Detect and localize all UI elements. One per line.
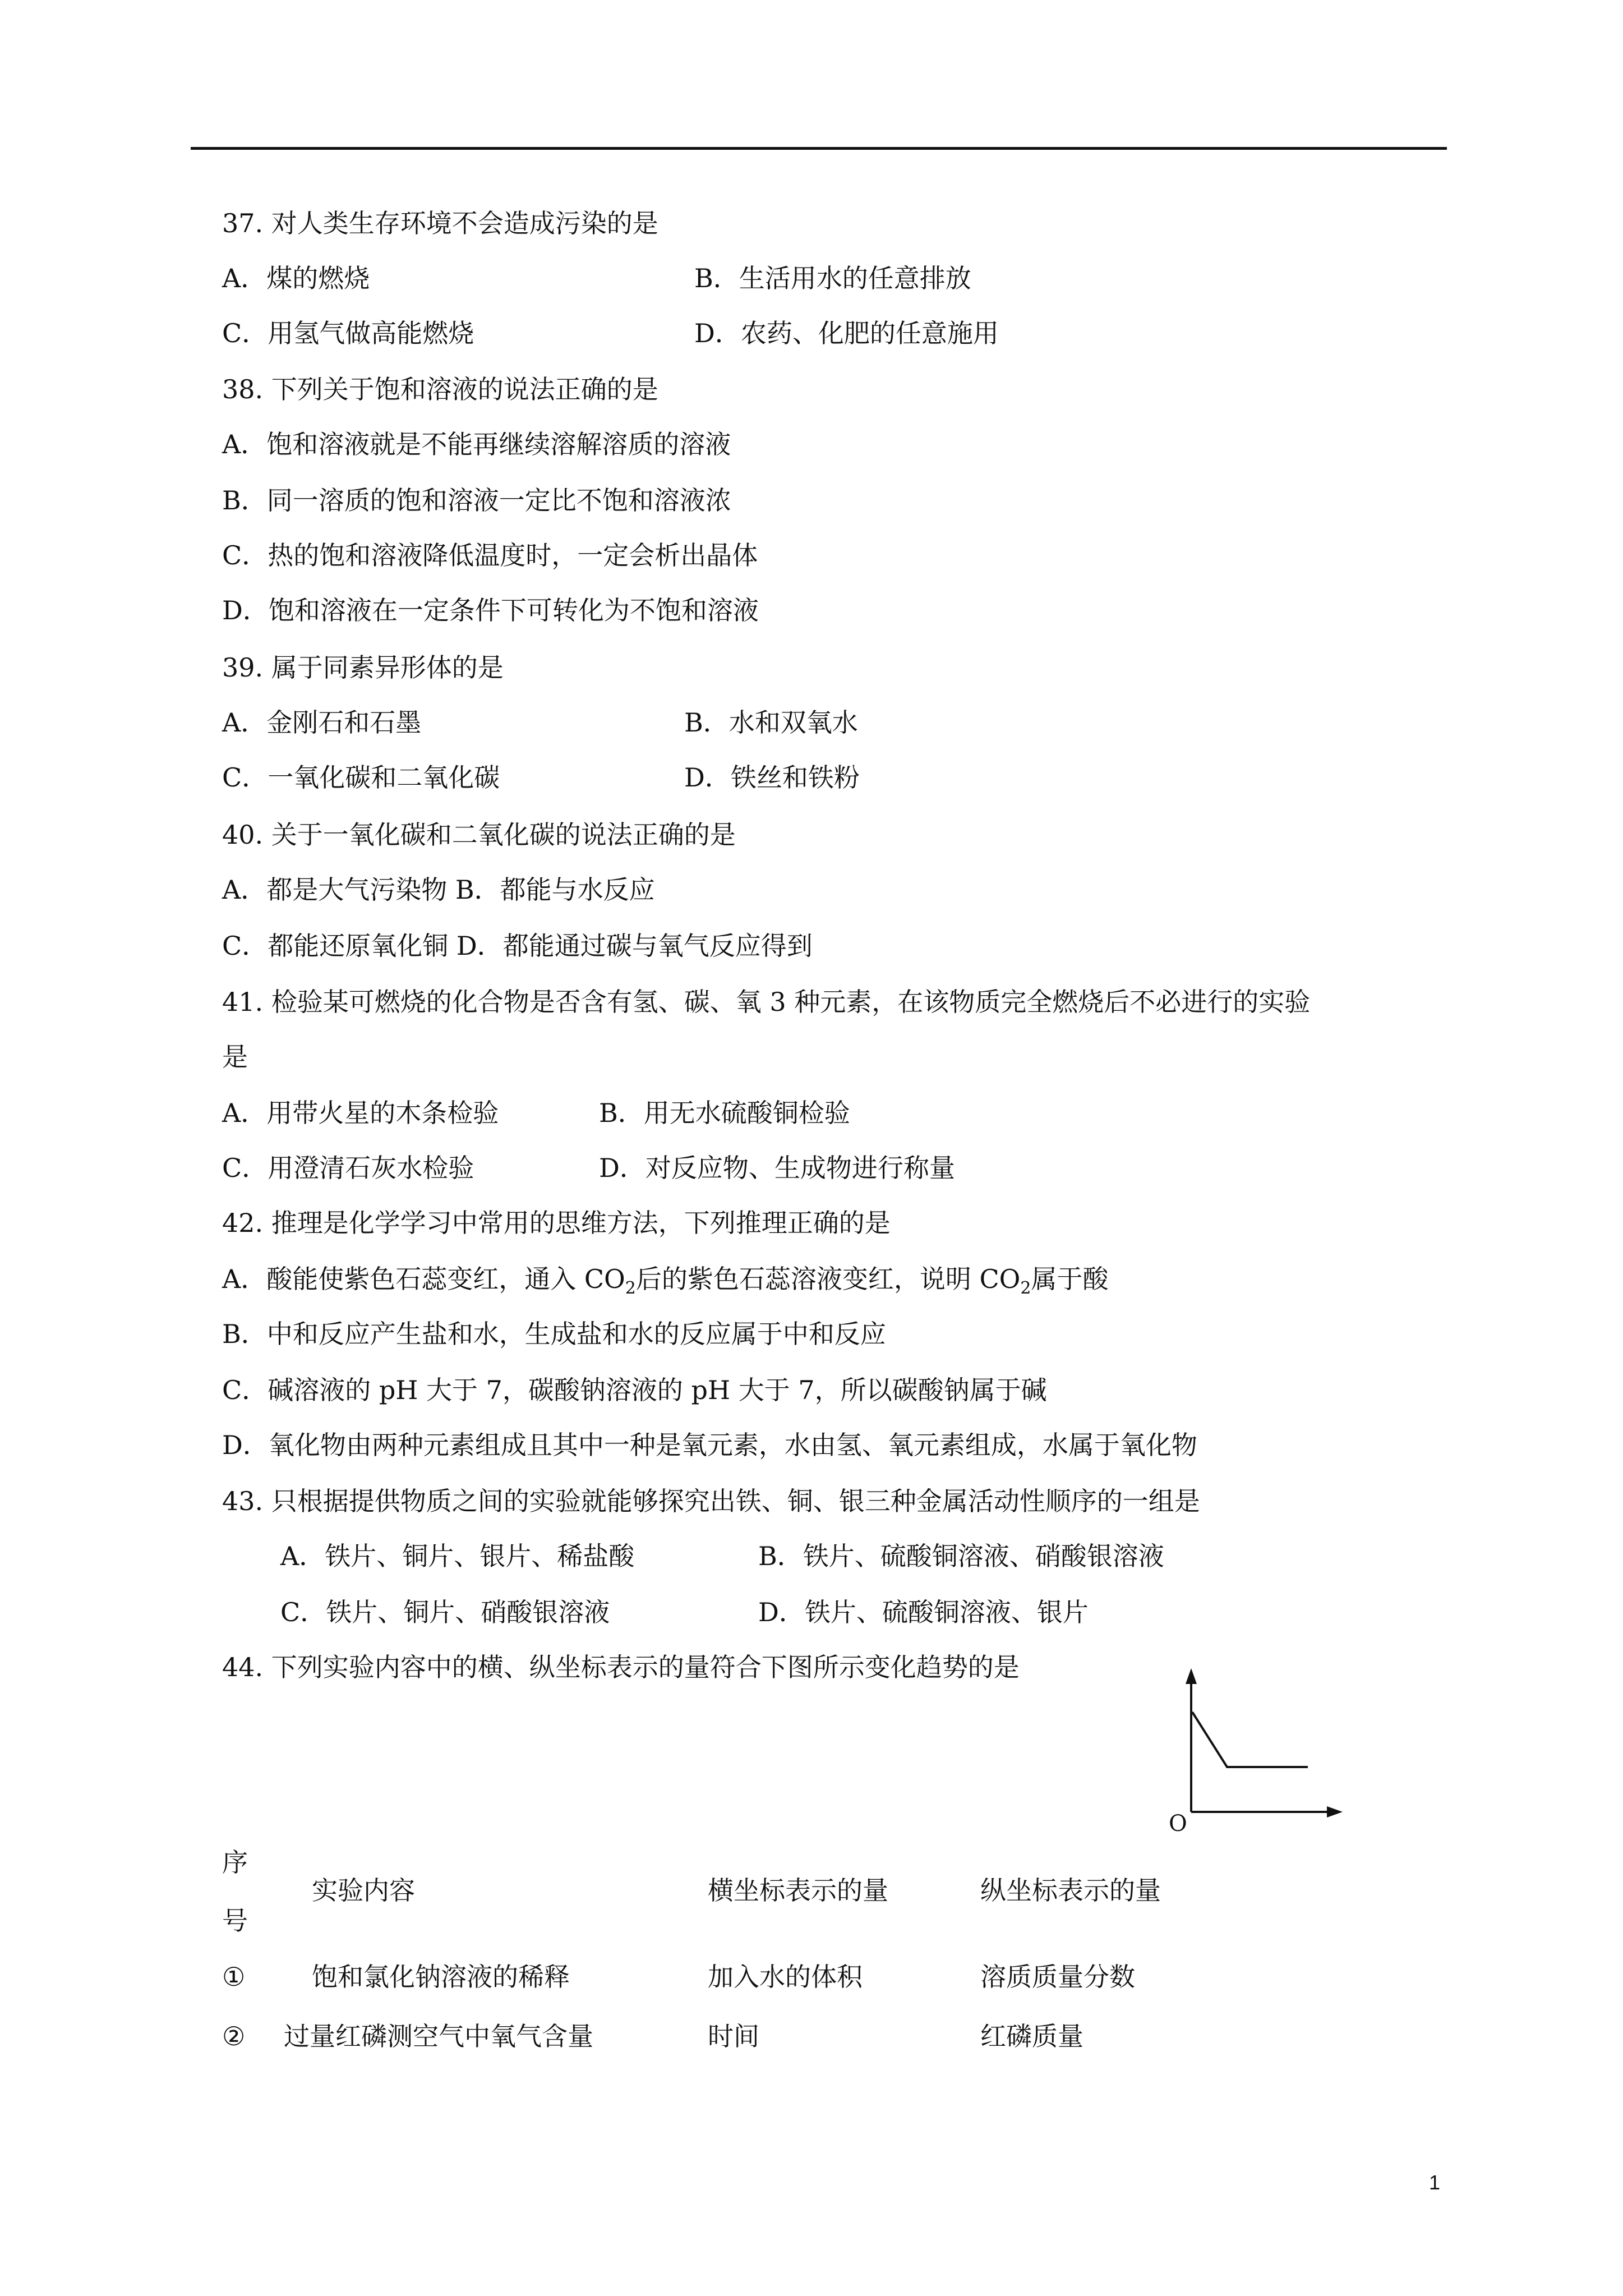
table-row-2-content: 过量红磷测空气中氧气含量 (284, 2021, 593, 2051)
q42-option-a-sub1: 2 (625, 1278, 636, 1298)
q38-option-c: C．热的饱和溶液降低温度时，一定会析出晶体 (222, 540, 758, 570)
table-row-2-y: 红磷质量 (980, 2021, 1083, 2051)
q39-stem: 39. 属于同素异形体的是 (222, 652, 504, 683)
table-row-2-x: 时间 (708, 2021, 759, 2051)
q42-option-a-part2: 后的紫色石蕊溶液变红，说明 CO (635, 1264, 1021, 1294)
table-row-2-no: ② (222, 2021, 246, 2051)
q43-stem: 43. 只根据提供物质之间的实验就能够探究出铁、铜、银三种金属活动性顺序的一组是 (222, 1486, 1200, 1516)
q40-options-cd: C．都能还原氧化铜 D．都能通过碳与氧气反应得到 (222, 931, 813, 961)
q37-option-b: B．生活用水的任意排放 (694, 263, 971, 293)
q42-stem: 42. 推理是化学学习中常用的思维方法，下列推理正确的是 (222, 1208, 891, 1238)
q42-option-a-part1: A．酸能使紫色石蕊变红，通入 CO (222, 1264, 625, 1294)
q42-option-c: C．碱溶液的 pH 大于 7，碳酸钠溶液的 pH 大于 7，所以碳酸钠属于碱 (222, 1375, 1047, 1405)
q41-stem: 41. 检验某可燃烧的化合物是否含有氢、碳、氧 3 种元素，在该物质完全燃烧后不必进行的实验 (222, 987, 1311, 1017)
q38-option-d: D．饱和溶液在一定条件下可转化为不饱和溶液 (222, 595, 759, 625)
page-number: 1 (1429, 2171, 1441, 2194)
q37-stem: 37. 对人类生存环境不会造成污染的是 (222, 208, 658, 238)
q43-option-b: B．铁片、硫酸铜溶液、硝酸银溶液 (758, 1541, 1164, 1571)
q42-option-d: D．氧化物由两种元素组成且其中一种是氧元素，水由氢、氧元素组成，水属于氧化物 (222, 1430, 1197, 1460)
q39-option-d: D．铁丝和铁粉 (684, 762, 860, 793)
q37-option-a: A．煤的燃烧 (222, 263, 370, 293)
graph-y-arrow-icon (1186, 1668, 1197, 1684)
q37-option-d: D．农药、化肥的任意施用 (694, 318, 999, 348)
q38-option-a: A．饱和溶液就是不能再继续溶解溶质的溶液 (222, 429, 731, 459)
table-header-seq-top: 序 (222, 1847, 248, 1878)
header-rule (191, 147, 1447, 150)
q42-option-b: B．中和反应产生盐和水，生成盐和水的反应属于中和反应 (222, 1319, 886, 1349)
q42-option-a-sub2: 2 (1020, 1278, 1031, 1298)
table-header-x: 横坐标表示的量 (708, 1875, 888, 1906)
table-row-1-y: 溶质质量分数 (980, 1962, 1135, 1992)
q41-stem-continued: 是 (222, 1042, 248, 1072)
table-header-y: 纵坐标表示的量 (980, 1875, 1161, 1906)
q43-option-d: D．铁片、硫酸铜溶液、银片 (758, 1597, 1089, 1627)
q41-option-d: D．对反应物、生成物进行称量 (599, 1153, 955, 1183)
q41-option-c: C．用澄清石灰水检验 (222, 1153, 474, 1183)
q42-option-a (222, 1262, 1108, 1305)
q38-option-b: B．同一溶质的饱和溶液一定比不饱和溶液浓 (222, 485, 731, 516)
q41-option-b: B．用无水硫酸铜检验 (599, 1098, 850, 1128)
trend-graph (1166, 1665, 1346, 1833)
q38-stem: 38. 下列关于饱和溶液的说法正确的是 (222, 374, 658, 404)
q39-option-c: C．一氧化碳和二氧化碳 (222, 762, 500, 793)
q43-option-a: A．铁片、铜片、银片、稀盐酸 (280, 1541, 635, 1571)
table-header-content: 实验内容 (312, 1875, 415, 1906)
q44-stem: 44. 下列实验内容中的横、纵坐标表示的量符合下图所示变化趋势的是 (222, 1652, 1020, 1682)
table-row-1-x: 加入水的体积 (708, 1962, 863, 1992)
q37-option-c: C．用氢气做高能燃烧 (222, 318, 474, 348)
table-row-1-no: ① (222, 1962, 246, 1992)
graph-trend-line (1192, 1712, 1308, 1767)
q39-option-b: B．水和双氧水 (684, 707, 858, 738)
graph-origin-label: O (1169, 1811, 1187, 1833)
q41-option-a: A．用带火星的木条检验 (222, 1098, 499, 1128)
graph-x-arrow-icon (1327, 1806, 1343, 1818)
table-row-1-content: 饱和氯化钠溶液的稀释 (312, 1962, 570, 1992)
q39-option-a: A．金刚石和石墨 (222, 707, 422, 738)
q43-option-c: C．铁片、铜片、硝酸银溶液 (280, 1597, 610, 1627)
q40-options-ab: A．都是大气污染物 B．都能与水反应 (222, 875, 655, 905)
q40-stem: 40. 关于一氧化碳和二氧化碳的说法正确的是 (222, 820, 736, 850)
table-header-seq-bottom: 号 (222, 1906, 248, 1936)
q42-option-a-part3: 属于酸 (1031, 1264, 1109, 1294)
